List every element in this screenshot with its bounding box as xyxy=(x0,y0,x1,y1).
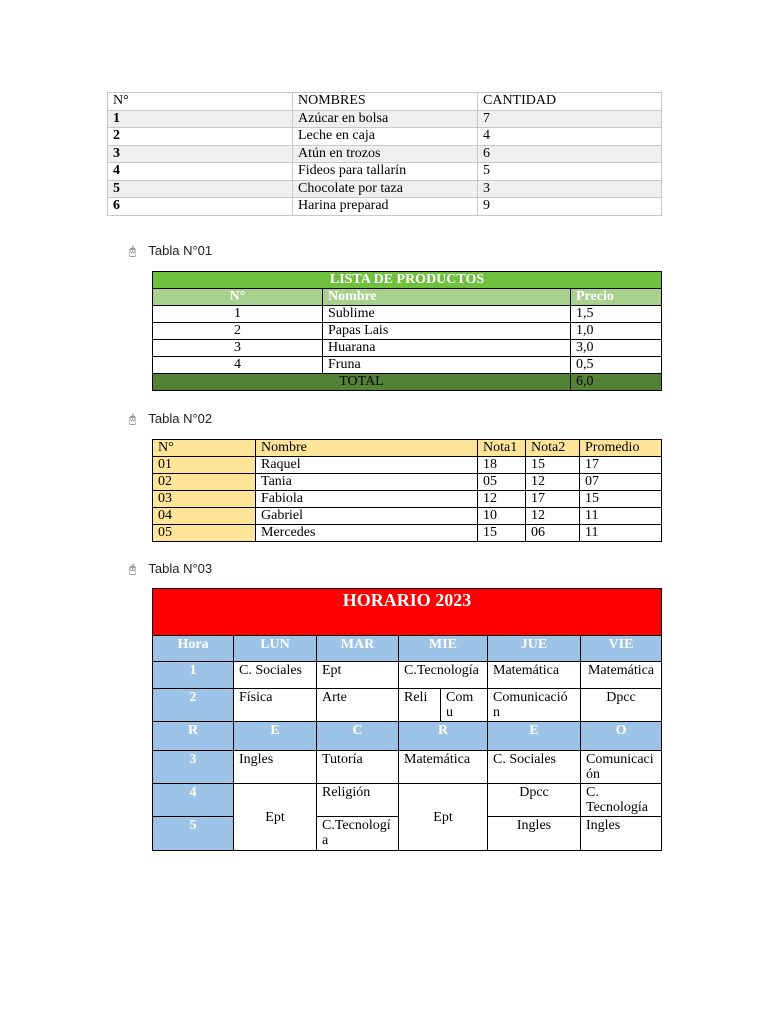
table-row xyxy=(153,474,662,491)
table-cell: Raquel xyxy=(256,457,478,474)
table-header-row xyxy=(153,289,662,306)
table-row xyxy=(153,525,662,542)
table-cell: Mercedes xyxy=(256,525,478,542)
table-row xyxy=(108,180,662,198)
table-row xyxy=(108,198,662,216)
table-cell: Fabiola xyxy=(256,491,478,508)
table-cell: 12 xyxy=(478,491,526,508)
table-cell: 6 xyxy=(478,145,662,163)
table-cell: Gabriel xyxy=(256,508,478,525)
header-cell: N° xyxy=(153,440,256,457)
recess-letter: R xyxy=(153,722,234,751)
table-cell: Atún en trozos xyxy=(293,145,478,163)
table-cell: 18 xyxy=(478,457,526,474)
hour-cell: 2 xyxy=(153,689,234,722)
table-cell: 6 xyxy=(108,198,293,216)
table-cell: 05 xyxy=(478,474,526,491)
table-row xyxy=(153,323,662,340)
table-cell: 17 xyxy=(580,457,662,474)
table-cell: Comunicaci ón xyxy=(581,751,662,784)
table-title: LISTA DE PRODUCTOS xyxy=(153,272,662,289)
split-cell xyxy=(399,689,488,722)
grades-table xyxy=(152,439,662,542)
table-cell: 1,0 xyxy=(571,323,662,340)
header-cell: CANTIDAD xyxy=(478,93,662,111)
table-cell: Ept xyxy=(399,784,488,851)
table-cell: 3,0 xyxy=(571,340,662,357)
split-cell-container xyxy=(399,689,487,721)
table-cell: 15 xyxy=(478,525,526,542)
table-cell: Tania xyxy=(256,474,478,491)
table-row xyxy=(153,784,662,817)
table-title-row xyxy=(153,272,662,289)
recess-letter: R xyxy=(399,722,488,751)
table-row xyxy=(153,689,662,722)
total-label: TOTAL xyxy=(153,374,571,391)
table-cell: Ept xyxy=(317,662,399,689)
table-cell: C. Tecnología xyxy=(581,784,662,817)
table-row xyxy=(153,457,662,474)
table-row xyxy=(153,508,662,525)
table-row xyxy=(108,163,662,181)
caption-text: Tabla N°01 xyxy=(148,243,213,258)
table-cell: Huarana xyxy=(323,340,571,357)
table-cell: C.Tecnología xyxy=(399,662,488,689)
table-cell: 4 xyxy=(108,163,293,181)
table-cell: 9 xyxy=(478,198,662,216)
table-row xyxy=(108,110,662,128)
table-cell: 04 xyxy=(153,508,256,525)
table-cell: 10 xyxy=(478,508,526,525)
hour-cell: 4 xyxy=(153,784,234,817)
quantities-table xyxy=(107,92,662,216)
table-cell: C.Tecnologí a xyxy=(317,817,399,851)
table-cell: Ingles xyxy=(581,817,662,851)
table-cell: 3 xyxy=(153,340,323,357)
table-cell: C. Sociales xyxy=(234,662,317,689)
table-title: HORARIO 2023 xyxy=(153,589,662,636)
total-row xyxy=(153,374,662,391)
table-cell: Dpcc xyxy=(581,689,662,722)
header-cell: Hora xyxy=(153,636,234,662)
table-cell: 03 xyxy=(153,491,256,508)
header-cell: NOMBRES xyxy=(293,93,478,111)
table-cell: Religión xyxy=(317,784,399,817)
table-row xyxy=(153,751,662,784)
table-cell: Matemática xyxy=(581,662,662,689)
header-cell: Promedio xyxy=(580,440,662,457)
table-cell: Harina preparad xyxy=(293,198,478,216)
table-cell: Com u xyxy=(446,690,474,720)
caption-tabla-01 xyxy=(129,243,212,259)
table-cell: 11 xyxy=(580,508,662,525)
table-row xyxy=(153,357,662,374)
table-cell: 1 xyxy=(153,306,323,323)
table-cell: Azúcar en bolsa xyxy=(293,110,478,128)
table-header-row xyxy=(108,93,662,111)
table-cell: 17 xyxy=(526,491,580,508)
table-cell: Fideos para tallarín xyxy=(293,163,478,181)
schedule-table xyxy=(152,588,662,851)
table-cell: Física xyxy=(234,689,317,722)
table-cell: 4 xyxy=(153,357,323,374)
table-cell: Matemática xyxy=(399,751,488,784)
header-cell: N° xyxy=(153,289,323,306)
recess-letter: E xyxy=(488,722,581,751)
table-cell: 2 xyxy=(153,323,323,340)
caption-text: Tabla N°03 xyxy=(148,561,213,576)
table-row xyxy=(153,306,662,323)
recess-letter: E xyxy=(234,722,317,751)
table-cell: 07 xyxy=(580,474,662,491)
table-cell: Tutoría xyxy=(317,751,399,784)
table-cell: 0,5 xyxy=(571,357,662,374)
header-cell: JUE xyxy=(488,636,581,662)
mouse-pointer-icon: 🖰 xyxy=(129,244,137,258)
table-cell: Chocolate por taza xyxy=(293,180,478,198)
table-cell: 06 xyxy=(526,525,580,542)
table-cell: 02 xyxy=(153,474,256,491)
table-cell: 1,5 xyxy=(571,306,662,323)
table-cell: 3 xyxy=(108,145,293,163)
table-cell: Comunicació n xyxy=(488,689,581,722)
table-cell: Matemática xyxy=(488,662,581,689)
caption-tabla-03 xyxy=(129,561,212,577)
table-cell: Ept xyxy=(234,784,317,851)
table-cell: 3 xyxy=(478,180,662,198)
recess-letter: C xyxy=(317,722,399,751)
table-cell: 12 xyxy=(526,508,580,525)
header-cell: N° xyxy=(108,93,293,111)
table-header-row xyxy=(153,440,662,457)
table-cell: 15 xyxy=(580,491,662,508)
table-cell: 15 xyxy=(526,457,580,474)
table-cell: C. Sociales xyxy=(488,751,581,784)
total-value: 6,0 xyxy=(571,374,662,391)
header-cell: Nombre xyxy=(323,289,571,306)
table-row xyxy=(108,145,662,163)
mouse-pointer-icon: 🖰 xyxy=(129,412,137,426)
hour-cell: 1 xyxy=(153,662,234,689)
recess-row xyxy=(153,722,662,751)
table-row xyxy=(153,491,662,508)
table-cell: 2 xyxy=(108,128,293,146)
recess-letter: O xyxy=(581,722,662,751)
table-cell: Fruna xyxy=(323,357,571,374)
caption-text: Tabla N°02 xyxy=(148,411,213,426)
table-cell: Arte xyxy=(317,689,399,722)
table-cell: Papas Lais xyxy=(323,323,571,340)
table-cell: 05 xyxy=(153,525,256,542)
hour-cell: 3 xyxy=(153,751,234,784)
header-cell: MIE xyxy=(399,636,488,662)
table-cell: 5 xyxy=(108,180,293,198)
header-cell: LUN xyxy=(234,636,317,662)
table-cell: Ingles xyxy=(234,751,317,784)
caption-tabla-02 xyxy=(129,411,212,427)
table-cell: 4 xyxy=(478,128,662,146)
table-cell: Leche en caja xyxy=(293,128,478,146)
table-cell: 12 xyxy=(526,474,580,491)
header-cell: Precio xyxy=(571,289,662,306)
table-title-row xyxy=(153,589,662,636)
table-row xyxy=(153,662,662,689)
hour-cell: 5 xyxy=(153,817,234,851)
table-cell: 11 xyxy=(580,525,662,542)
product-list-table xyxy=(152,271,662,391)
table-cell: Dpcc xyxy=(488,784,581,817)
table-cell: 1 xyxy=(108,110,293,128)
header-cell: Nota1 xyxy=(478,440,526,457)
table-cell: 5 xyxy=(478,163,662,181)
table-cell: Sublime xyxy=(323,306,571,323)
table-row xyxy=(153,340,662,357)
table-cell: Reli xyxy=(399,689,441,721)
header-cell: VIE xyxy=(581,636,662,662)
table-cell: 01 xyxy=(153,457,256,474)
table-header-row xyxy=(153,636,662,662)
header-cell: MAR xyxy=(317,636,399,662)
table-row xyxy=(108,128,662,146)
mouse-pointer-icon: 🖰 xyxy=(129,562,137,576)
table-cell: Ingles xyxy=(488,817,581,851)
header-cell: Nombre xyxy=(256,440,478,457)
header-cell: Nota2 xyxy=(526,440,580,457)
table-cell: 7 xyxy=(478,110,662,128)
